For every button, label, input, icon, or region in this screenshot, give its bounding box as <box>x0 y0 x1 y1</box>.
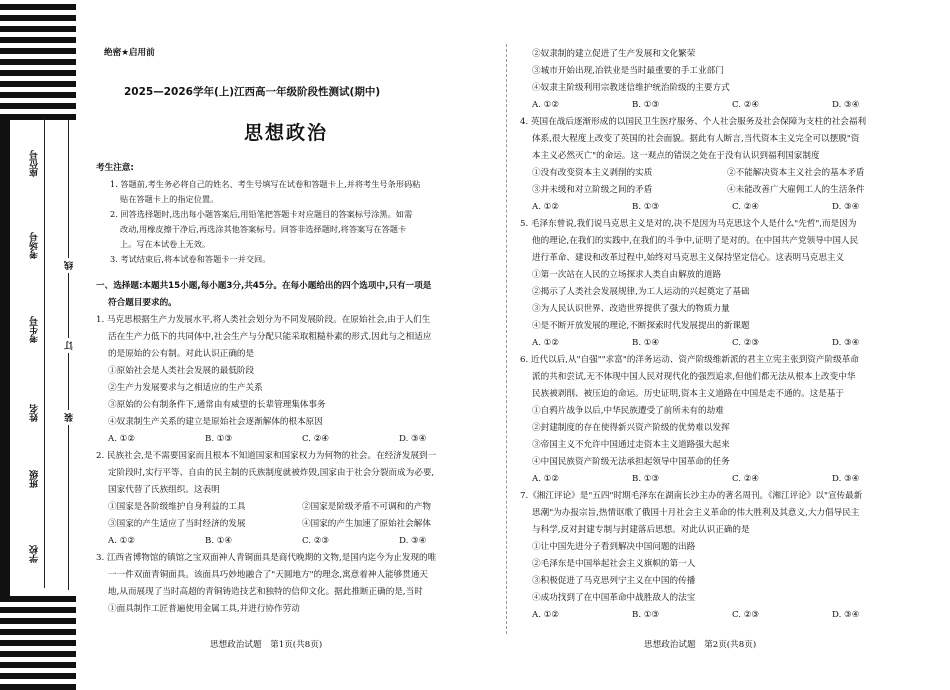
q4-item: ④未能改善广大雇佣工人的生活条件 <box>727 185 865 195</box>
binding-stripe <box>0 48 76 54</box>
notice-line: 上。写在本试卷上无效。 <box>120 239 211 249</box>
q5-item: ①第一次站在人民的立场探求人类自由解放的道路 <box>532 270 722 280</box>
q2-item: ④国家的产生加速了原始社会解体 <box>302 519 431 529</box>
option-b[interactable]: B. ①③ <box>205 434 233 444</box>
option-d[interactable]: D. ③④ <box>832 474 860 484</box>
binding-stripe <box>0 59 76 65</box>
q3-stem: 一一件双面青铜面具。该面具巧妙地融合了"天圆地方"的理念,寓意着神人能够贯通天 <box>108 570 429 580</box>
q4-item: ②不能解决资本主义社会的基本矛盾 <box>727 168 865 178</box>
q1-item: ③原始的公有制条件下,通常由有威望的长辈管理集体事务 <box>108 400 326 410</box>
q1-options <box>96 431 496 448</box>
section-heading: 一、选择题:本题共15小题,每小题3分,共45分。在每小题给出的四个选项中,只有一项是 <box>96 281 432 291</box>
q5-options <box>520 335 940 352</box>
q1-item: ②生产力发展要求与之相适应的生产关系 <box>108 383 263 393</box>
binding-stripe <box>0 26 76 32</box>
q2-items <box>96 499 496 516</box>
option-c[interactable]: C. ②④ <box>732 474 760 484</box>
notice-line: 2. 回答选择题时,选出每小题答案后,用铅笔把答题卡对应题目的答案标号涂黑。如需 <box>110 209 413 219</box>
option-b[interactable]: B. ①③ <box>632 100 660 110</box>
q6-stem: 民族被剥削、被压迫的命运。历史证明,资本主义道路在中国是走不通的。这是基于 <box>532 389 845 399</box>
q3-item: ③城市开始出现,冶铁业是当时最重要的手工业部门 <box>532 66 724 76</box>
name-label: 姓名 <box>30 404 40 422</box>
column-divider <box>506 44 507 634</box>
q4-stem: 本主义必然灭亡"的命运。这一观点的错误之处在于没有认识到福利国家制度 <box>532 151 820 161</box>
option-d[interactable]: D. ③④ <box>832 100 860 110</box>
q1-item: ④奴隶制生产关系的建立是原始社会逐渐解体的根本原因 <box>108 417 323 427</box>
q4-stem: 体系,很大程度上改变了英国的社会面貌。据此有人断言,当代资本主义完全可以摆脱"资 <box>532 134 860 144</box>
q4-options <box>520 199 940 216</box>
q3-stem: 地,从而展现了当时高超的青铜铸造技艺和独特的信仰文化。据此推断正确的是,当时 <box>108 587 423 597</box>
class-label: 班级 <box>30 470 40 488</box>
option-a[interactable]: A. ①② <box>108 536 136 546</box>
q4-items <box>520 182 940 199</box>
binding-stripe <box>0 684 76 690</box>
q6-stem: 6. 近代以后,从"自强""求富"的洋务运动、资产阶级维新派的君主立宪主张到资产阶级革命 <box>520 355 859 365</box>
q2-item: ③国家的产生适应了当时经济的发展 <box>108 519 246 529</box>
q3-item: ④奴隶主阶级利用宗教迷信维护统治阶级的主要方式 <box>532 83 730 93</box>
option-c[interactable]: C. ②③ <box>302 536 330 546</box>
mark-ding: 订 <box>63 338 76 353</box>
q7-item: ①让中国先进分子看到解决中国问题的出路 <box>532 542 696 552</box>
q6-item: ②封建制度的存在使得新兴资产阶级的优势难以发挥 <box>532 423 730 433</box>
q3-stem: 3. 江西省博物馆的镇馆之宝双面神人青铜面具是商代晚期的文物,是国内迄今为止发现的唯 <box>96 553 437 563</box>
binding-stripe <box>0 103 76 109</box>
binding-band <box>0 116 10 596</box>
notice-block <box>96 160 496 267</box>
option-b[interactable]: B. ①④ <box>632 338 660 348</box>
notice-line: 改动,用橡皮擦干净后,再选涂其他答案标号。回答非选择题时,将答案写在答题卡 <box>120 224 407 234</box>
q3-item: ①面具制作工匠普遍使用金属工具,并进行协作劳动 <box>108 604 300 614</box>
section-heading-cont: 符合题目要求的。 <box>108 298 177 308</box>
q6-item: ③帝国主义不允许中国通过走资本主义道路强大起来 <box>532 440 730 450</box>
q4-item: ①没有改变资本主义剥削的实质 <box>532 168 653 178</box>
q5-stem: 5. 毛泽东曾说,我们说马克思主义是对的,决不是因为马克思这个人是什么"先哲",而是因为 <box>520 219 857 229</box>
binding-stripe <box>0 618 76 624</box>
q1-stem: 活在生产力低下的共同体中,社会生产与分配只能采取粗糙朴素的形式,因此与之相适应 <box>108 332 432 342</box>
question-5 <box>520 216 940 352</box>
q3-item: ②奴隶制的建立促进了生产发展和文化繁荣 <box>532 49 696 59</box>
q7-stem: 7.《湘江评论》是"五四"时期毛泽东在湖南长沙主办的著名周刊。《湘江评论》以"宣传最新 <box>520 491 863 501</box>
q7-stem: 与科学,反对封建专制与封建落后思想。对此认识正确的是 <box>532 525 750 535</box>
option-a[interactable]: A. ①② <box>108 434 136 444</box>
option-b[interactable]: B. ①③ <box>632 474 660 484</box>
notice-title: 考生注意: <box>96 163 134 173</box>
question-6 <box>520 352 940 488</box>
q7-item: ②毛泽东是中国举起社会主义旗帜的第一人 <box>532 559 696 569</box>
q2-options <box>96 533 496 550</box>
notice-lines <box>96 177 496 267</box>
cut-line <box>68 120 69 590</box>
binding-stripe <box>0 81 76 87</box>
binding-stripe <box>0 70 76 76</box>
binding-stripe <box>0 92 76 98</box>
option-d[interactable]: D. ③④ <box>832 202 860 212</box>
option-d[interactable]: D. ③④ <box>832 610 860 620</box>
footer-right: 思想政治试题 第2页(共8页) <box>644 640 757 650</box>
option-b[interactable]: B. ①③ <box>632 202 660 212</box>
binding-stripe <box>0 596 76 602</box>
q5-item: ④是不断开放发展的理论,不断探索时代发展提出的新课题 <box>532 321 750 331</box>
exam-title: 2025—2026学年(上)江西高一年级阶段性测试(期中) <box>124 86 381 98</box>
notice-line: 3. 考试结束后,将本试卷和答题卡一并交回。 <box>110 254 271 264</box>
q6-stem: 派的共和尝试,无不体现中国人民对现代化的强烈追求,但他们都无法从根本上改变中华 <box>532 372 856 382</box>
q6-options <box>520 471 940 488</box>
binding-line <box>44 118 45 588</box>
option-b[interactable]: B. ①④ <box>205 536 233 546</box>
q5-item: ③为人民认识世界、改造世界提供了强大的物质力量 <box>532 304 730 314</box>
notice-line: 1. 答题前,考生务必将自己的姓名、考生号填写在试卷和答题卡上,并将考生号条形码粘 <box>110 179 421 189</box>
secret-mark: 绝密★启用前 <box>104 48 155 58</box>
q2-items <box>96 516 496 533</box>
option-a[interactable]: A. ①② <box>532 100 560 110</box>
question-3 <box>96 550 496 618</box>
q2-stem: 定阶段时,实行平等、自由的民主制的氏族制度就被炸毁,国家由于社会分裂而成为必要, <box>108 468 435 478</box>
q4-item: ③并未缓和对立阶级之间的矛盾 <box>532 185 653 195</box>
binding-stripe <box>0 629 76 635</box>
option-c[interactable]: C. ②③ <box>732 610 760 620</box>
option-a[interactable]: A. ①② <box>532 202 560 212</box>
q2-stem: 国家代替了氏族组织。这表明 <box>108 485 220 495</box>
mark-line: 线 <box>63 258 76 273</box>
binding-stripe <box>0 651 76 657</box>
q1-stem: 的是原始的公有制。对此认识正确的是 <box>108 349 255 359</box>
mark-zhuang: 装 <box>63 410 76 425</box>
option-b[interactable]: B. ①③ <box>632 610 660 620</box>
question-2 <box>96 448 496 550</box>
q7-stem: 思潮"为办报宗旨,热情讴歌了俄国十月社会主义革命的伟大胜利及其意义,大力倡导民主 <box>532 508 860 518</box>
q7-options <box>520 607 940 624</box>
q5-stem: 他的理论,在我们的实践中,在我们的斗争中,证明了是对的。在中国共产党领导中国人民 <box>532 236 859 246</box>
binding-stripe <box>0 640 76 646</box>
notice-line: 贴在答题卡上的指定位置。 <box>120 194 219 204</box>
option-a[interactable]: A. ①② <box>532 610 560 620</box>
question-1 <box>96 312 496 448</box>
footer-left: 思想政治试题 第1页(共8页) <box>210 640 323 650</box>
seat-label: 座位号 <box>30 150 40 177</box>
q2-item: ①国家是各阶级维护自身利益的工具 <box>108 502 246 512</box>
binding-stripe <box>0 4 76 10</box>
q2-stem: 2. 民族社会,是不需要国家而且根本不知道国家和国家权力为何物的社会。在经济发展到一 <box>96 451 437 461</box>
question-4 <box>520 114 940 216</box>
left-column <box>96 278 496 618</box>
option-c[interactable]: C. ②④ <box>302 434 330 444</box>
option-c[interactable]: C. ②③ <box>732 338 760 348</box>
q6-item: ④中国民族资产阶级无法承担起领导中国革命的任务 <box>532 457 730 467</box>
q1-item: ①原始社会是人类社会发展的最低阶段 <box>108 366 255 376</box>
option-c[interactable]: C. ②④ <box>732 100 760 110</box>
question-7 <box>520 488 940 624</box>
q7-item: ④成功找到了在中国革命中战胜敌人的法宝 <box>532 593 696 603</box>
option-d[interactable]: D. ③④ <box>399 536 427 546</box>
binding-stripe <box>0 607 76 613</box>
option-a[interactable]: A. ①② <box>532 338 560 348</box>
q2-item: ②国家是阶级矛盾不可调和的产物 <box>302 502 431 512</box>
option-d[interactable]: D. ③④ <box>399 434 427 444</box>
q3-options <box>520 97 940 114</box>
q7-item: ③积极促进了马克思列宁主义在中国的传播 <box>532 576 696 586</box>
option-c[interactable]: C. ②④ <box>732 202 760 212</box>
option-d[interactable]: D. ③④ <box>832 338 860 348</box>
q6-item: ①自鸦片战争以后,中华民族遭受了前所未有的劫难 <box>532 406 724 416</box>
subject-title: 思想政治 <box>244 122 329 144</box>
q5-item: ②揭示了人类社会发展规律,为工人运动的兴起奠定了基础 <box>532 287 750 297</box>
binding-stripe <box>0 15 76 21</box>
q4-stem: 4. 英国在战后逐渐形成的以国民卫生医疗服务、个人社会服务及社会保障为支柱的社会福利 <box>520 117 867 127</box>
option-a[interactable]: A. ①② <box>532 474 560 484</box>
q5-stem: 进行革命、建设和改革过程中,始终对马克思主义保持坚定信心。这表明马克思主义 <box>532 253 845 263</box>
school-label: 学校 <box>30 545 40 563</box>
binding-stripe <box>0 662 76 668</box>
student-id-label: 考生号 <box>30 316 40 343</box>
room-label: 考场号 <box>30 232 40 259</box>
right-column <box>520 46 940 624</box>
binding-stripe <box>0 114 76 120</box>
q1-stem: 1. 马克思根据生产力发展水平,将人类社会划分为不同发展阶段。在原始社会,由于人们生 <box>96 315 431 325</box>
binding-stripe <box>0 673 76 679</box>
q4-items <box>520 165 940 182</box>
binding-stripe <box>0 37 76 43</box>
